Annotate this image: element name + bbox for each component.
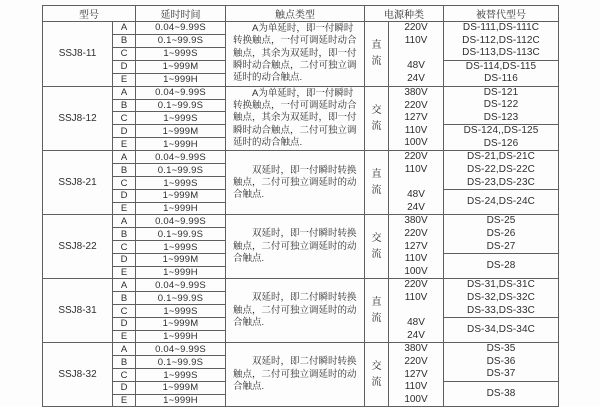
delay-range-cell: 0.04~9.99S [136, 86, 226, 99]
table-row [43, 151, 559, 164]
replaced-model-item: DS-33,DS-33C [467, 304, 535, 316]
voltage-item: 100V [404, 265, 428, 277]
variant-letter-cell: E [113, 202, 136, 215]
replaced-model-item: DS-111,DS-111C [462, 22, 540, 33]
replaced-models-top-cell [444, 343, 559, 382]
voltage-item: 110V [404, 292, 428, 303]
voltage-item: 127V [404, 368, 428, 380]
variant-letter-cell: B [113, 99, 136, 112]
replaced-model-item: DS-22,DS-22C [467, 164, 535, 176]
voltage-item [389, 177, 443, 190]
replaced-model-item: DS-28 [486, 259, 516, 271]
replaced-model-item: DS-116 [484, 73, 518, 85]
replaced-model-item: DS-27 [486, 240, 516, 252]
replaced-models-bottom-cell [444, 318, 559, 343]
power-type-cell [365, 22, 389, 87]
power-type-cell [365, 86, 389, 151]
power-type-text: 交流 [371, 360, 382, 388]
replaced-model-item: DS-124,,DS-125 [463, 125, 539, 137]
replaced-model-item: DS-32,DS-32C [467, 291, 535, 303]
replaced-model-item: DS-21,DS-21C [467, 151, 535, 163]
delay-range-cell: 1~999M [136, 254, 226, 267]
delay-range-cell: 0.1~99.9S [136, 164, 226, 177]
replaced-model-item: DS-23,DS-23C [467, 176, 535, 188]
model-cell: SSJ8-21 [43, 151, 113, 215]
model-cell: SSJ8-32 [43, 343, 113, 407]
variant-letter-cell: A [113, 279, 136, 292]
variant-letter-cell: C [113, 369, 136, 382]
contact-type-text: A为单延时，即一付瞬时转换触点，一付可调延时动合触点，其余为双延时，即一付瞬时动合触点，二付可独立调延时的动合触点. [233, 87, 357, 149]
voltage-item: 110V [404, 34, 428, 46]
relay-table-body [43, 22, 559, 407]
delay-range-cell: 1~999M [136, 318, 226, 331]
variant-letter-cell: E [113, 138, 136, 151]
replaced-model-item: DS-38 [486, 387, 516, 399]
variant-letter-cell: E [113, 330, 136, 343]
variant-letter-cell: D [113, 382, 136, 395]
delay-range-cell: 1~999S [136, 369, 226, 382]
contact-type-text: 双延时，即一付瞬时转换触点，二付可独立调延时的动合触点. [233, 228, 357, 265]
replaced-model-item: DS-24,DS-24C [467, 196, 535, 207]
replaced-models-top-cell [444, 22, 559, 61]
voltage-list-cell [389, 151, 444, 215]
voltage-item: 220V [404, 22, 428, 34]
header-power-type: 电源种类 [365, 6, 444, 22]
voltage-item: 220V [404, 99, 428, 111]
delay-range-cell: 0.1~99.9S [136, 292, 226, 305]
contact-type-cell [226, 22, 365, 87]
replaced-model-item: DS-35 [486, 343, 516, 355]
delay-range-cell: 1~999H [136, 394, 226, 407]
contact-type-cell [226, 86, 365, 151]
replaced-models-bottom-cell [444, 382, 559, 407]
replaced-models-top-cell [444, 151, 559, 190]
replaced-model-item: DS-31,DS-31C [467, 279, 535, 291]
delay-range-cell: 1~999S [136, 241, 226, 254]
voltage-list-cell [389, 215, 444, 279]
power-type-cell [365, 215, 389, 279]
variant-letter-cell: A [113, 151, 136, 164]
voltage-list-cell [389, 343, 444, 407]
replaced-model-item: DS-114,DS-115 [465, 60, 537, 72]
variant-letter-cell: B [113, 164, 136, 177]
replaced-models-top-cell [444, 279, 559, 318]
variant-letter-cell: E [113, 394, 136, 407]
replaced-models-bottom-cell [444, 125, 559, 151]
voltage-item: 110V [404, 164, 428, 176]
replaced-models-bottom-cell [444, 254, 559, 279]
voltage-item: 220V [404, 355, 428, 367]
voltage-item: 48V [407, 189, 425, 201]
delay-range-cell: 0.04~9.99S [136, 343, 226, 356]
voltage-item: 220V [404, 279, 428, 291]
variant-letter-cell: B [113, 34, 136, 47]
replaced-model-item: DS-113,DS-113C [462, 47, 540, 59]
replaced-model-item: DS-122 [483, 99, 519, 111]
replaced-models-bottom-cell [444, 60, 559, 86]
power-type-cell [365, 151, 389, 215]
voltage-item: 24V [407, 201, 425, 213]
voltage-list-cell [389, 86, 444, 151]
variant-letter-cell: B [113, 228, 136, 241]
voltage-item [389, 48, 443, 61]
voltage-item: 24V [407, 72, 425, 84]
variant-letter-cell: A [113, 86, 136, 99]
delay-range-cell: 1~999S [136, 47, 226, 60]
voltage-item: 380V [404, 87, 428, 99]
replaced-model-item: DS-121 [483, 86, 519, 98]
replaced-models-top-cell [444, 215, 559, 254]
delay-range-cell: 1~999M [136, 60, 226, 73]
variant-letter-cell: C [113, 112, 136, 125]
power-type-text: 直流 [371, 39, 382, 67]
relay-spec-table [42, 5, 559, 407]
table-header-row [43, 6, 559, 22]
delay-range-cell: 1~999S [136, 112, 226, 125]
replaced-model-item: DS-36 [486, 355, 516, 367]
variant-letter-cell: A [113, 22, 136, 35]
replaced-model-item: DS-123 [483, 111, 519, 123]
power-type-text: 直流 [371, 296, 382, 324]
header-contact-type: 触点类型 [226, 6, 365, 22]
delay-range-cell: 1~999M [136, 125, 226, 138]
header-replaced-model: 被替代型号 [444, 6, 559, 22]
variant-letter-cell: D [113, 125, 136, 138]
delay-range-cell: 0.1~99.9S [136, 34, 226, 47]
voltage-list-cell [389, 22, 444, 87]
delay-range-cell: 0.04~9.99S [136, 151, 226, 164]
delay-range-cell: 1~999H [136, 266, 226, 279]
variant-letter-cell: A [113, 215, 136, 228]
delay-range-cell: 0.04~9.99S [136, 22, 226, 35]
voltage-item: 48V [407, 317, 425, 329]
contact-type-text: 双延时，即二付瞬时转换触点，二付可独立调延时的动合触点. [233, 292, 357, 329]
delay-range-cell: 1~999M [136, 190, 226, 203]
variant-letter-cell: D [113, 60, 136, 73]
variant-letter-cell: A [113, 343, 136, 356]
table-row [43, 215, 559, 228]
voltage-item: 127V [404, 112, 428, 124]
voltage-item: 110V [404, 124, 428, 136]
voltage-item: 48V [407, 60, 425, 72]
power-type-text: 直流 [371, 168, 382, 196]
replaced-model-item: DS-26 [486, 227, 516, 239]
voltage-item: 110V [404, 381, 428, 393]
model-cell: SSJ8-31 [43, 279, 113, 343]
delay-range-cell: 0.04~9.99S [136, 279, 226, 292]
contact-type-text: A为单延时，即一付瞬时转换触点，一付可调延时动合触点，其余为双延时，即一付瞬时动合触点，二付可独立调延时的动合触点. [233, 23, 357, 84]
delay-range-cell: 1~999S [136, 177, 226, 190]
table-row [43, 343, 559, 356]
delay-range-cell: 1~999M [136, 382, 226, 395]
contact-type-cell [226, 151, 365, 215]
replaced-model-item: DS-37 [486, 368, 516, 380]
variant-letter-cell: D [113, 318, 136, 331]
model-cell: SSJ8-22 [43, 215, 113, 279]
variant-letter-cell: D [113, 190, 136, 203]
power-type-text: 交流 [371, 232, 382, 260]
replaced-model-item: DS-112,DS-112C [462, 34, 540, 46]
table-row [43, 86, 559, 99]
delay-range-cell: 0.1~99.9S [136, 356, 226, 369]
power-type-text: 交流 [371, 104, 382, 132]
voltage-item: 127V [404, 240, 428, 252]
replaced-model-item: DS-25 [486, 215, 516, 227]
voltage-item: 220V [404, 228, 428, 240]
variant-letter-cell: C [113, 305, 136, 318]
voltage-list-cell [389, 279, 444, 343]
contact-type-text: 双延时，即一付瞬时转换触点，二付可独立调延时的动合触点. [233, 164, 357, 201]
replaced-models-top-cell [444, 86, 559, 125]
model-cell: SSJ8-11 [43, 22, 113, 87]
replaced-model-item: DS-34,DS-34C [467, 323, 535, 335]
power-type-cell [365, 279, 389, 343]
voltage-item [389, 305, 443, 318]
table-row [43, 279, 559, 292]
contact-type-cell [226, 215, 365, 279]
contact-type-cell [226, 279, 365, 343]
voltage-item: 380V [404, 215, 428, 227]
variant-letter-cell: E [113, 73, 136, 86]
header-delay-time: 延时时间 [136, 6, 226, 22]
model-cell: SSJ8-12 [43, 86, 113, 151]
voltage-item: 100V [404, 393, 428, 405]
voltage-item: 380V [404, 343, 428, 355]
delay-range-cell: 1~999H [136, 138, 226, 151]
replaced-models-bottom-cell [444, 190, 559, 215]
voltage-item: 110V [404, 253, 428, 265]
variant-letter-cell: C [113, 241, 136, 254]
delay-range-cell: 0.1~99.9S [136, 228, 226, 241]
replaced-model-item: DS-126 [483, 137, 519, 149]
delay-range-cell: 1~999H [136, 330, 226, 343]
delay-range-cell: 0.04~9.99S [136, 215, 226, 228]
delay-range-cell: 1~999S [136, 305, 226, 318]
contact-type-text: 双延时，即二付瞬时转换触点，二付可独立调延时的动合触点. [233, 356, 357, 392]
variant-letter-cell: C [113, 47, 136, 60]
contact-type-cell [226, 343, 365, 407]
delay-range-cell: 0.1~99.9S [136, 99, 226, 112]
delay-range-cell: 1~999H [136, 73, 226, 86]
variant-letter-cell: C [113, 177, 136, 190]
voltage-item: 220V [404, 151, 428, 163]
variant-letter-cell: B [113, 356, 136, 369]
voltage-item: 24V [407, 329, 425, 341]
table-row [43, 22, 559, 35]
power-type-cell [365, 343, 389, 407]
variant-letter-cell: D [113, 254, 136, 267]
delay-range-cell: 1~999H [136, 202, 226, 215]
variant-letter-cell: B [113, 292, 136, 305]
variant-letter-cell: E [113, 266, 136, 279]
voltage-item: 100V [404, 137, 428, 149]
header-model: 型号 [43, 6, 136, 22]
